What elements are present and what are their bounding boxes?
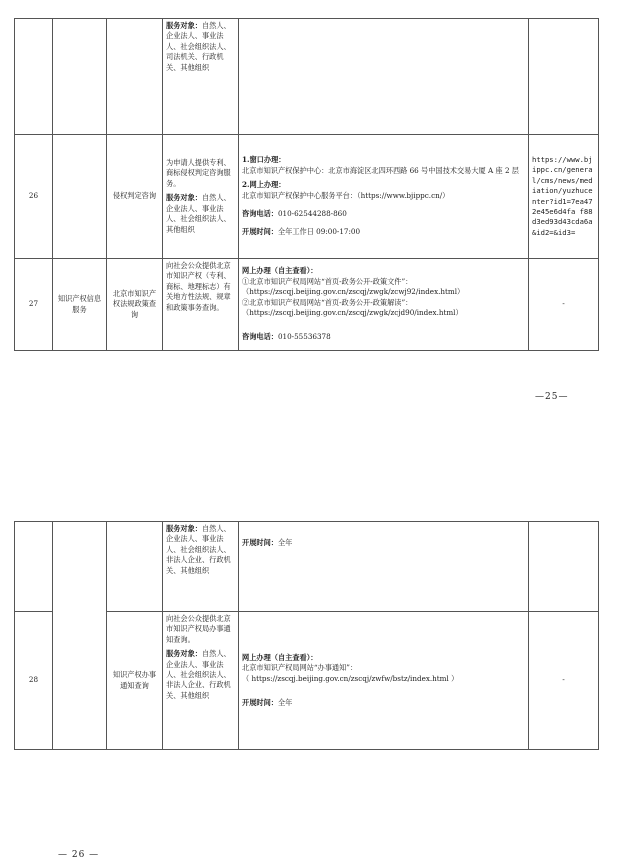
row-number-cell (15, 522, 53, 612)
service-name-cell (107, 522, 163, 612)
table-row (15, 259, 599, 351)
window-address: 北京市知识产权保护中心：北京市海淀区北四环西路 66 号中国技术交易大厦 A 座 2 层 (242, 165, 519, 175)
table-row (15, 19, 599, 135)
online-link-1[interactable]: （https://zscqj.beijing.gov.cn/zscqj/zwgk/zcwj92/index.html） (242, 287, 465, 297)
hours-label: 开展时间： (242, 697, 278, 707)
online-label: 2.网上办理： (242, 180, 286, 190)
phone-number: 010-62544288-860 (277, 208, 347, 218)
service-object-cell (163, 19, 239, 135)
page-number: —25— (535, 392, 569, 402)
hours-text: 全年工作日 09:00-17:00 (277, 227, 361, 237)
window-label: 1.窗口办理： (242, 155, 286, 165)
online-item-2: ②北京市知识产权局网站“首页-政务公开-政策解读”： (242, 297, 413, 307)
phone-label: 咨询电话： (242, 208, 278, 218)
category-cell (53, 19, 107, 135)
row-number: 28 (15, 612, 53, 750)
row-number-cell (15, 19, 53, 135)
link-cell (529, 19, 599, 135)
online-platform-link[interactable]: 北京市知识产权保护中心服务平台：（https://www.bjippc.cn/） (242, 190, 450, 200)
service-object-text: 自然人、企业法人、事业法人、社会组织法人、非法人企业、行政机关、其他组织 (166, 649, 231, 700)
service-description-cell (163, 135, 239, 259)
procedure-cell (239, 259, 529, 351)
service-name: 北京市知识产权法规政策查询 (107, 259, 163, 351)
procedure-cell (239, 135, 529, 259)
reference-link: - (529, 259, 599, 351)
hours-text: 全年 (277, 538, 293, 547)
table-row (15, 522, 599, 612)
service-object-label: 服务对象： (166, 649, 202, 659)
service-name: 侵权判定咨询 (107, 135, 163, 259)
phone-number: 010-55536378 (277, 332, 331, 342)
procedure-cell (239, 19, 529, 135)
service-object-label: 服务对象： (166, 21, 202, 30)
online-link-2[interactable]: （https://zscqj.beijing.gov.cn/zscqj/zwgk/zcjd90/index.html） (242, 307, 463, 317)
service-object-text: 自然人、企业法人、事业法人、社会组织法人、非法人企业、行政机关、其他组织 (166, 524, 231, 575)
service-name-cell (107, 19, 163, 135)
service-object-text: 自然人、企业法人、事业法人、社会组织法人、其他组织 (166, 193, 231, 234)
online-item: 北京市知识产权局网站“办事通知”： (242, 663, 358, 673)
link-cell (529, 522, 599, 612)
service-description: 为申请人提供专利、商标侵权判定咨询服务。 (166, 158, 231, 188)
reference-link: - (529, 612, 599, 750)
service-description: 向社会公众提供北京市知识产权局办事通知查询。 (166, 614, 231, 644)
service-object-label: 服务对象： (166, 524, 202, 533)
category-cell (53, 135, 107, 259)
online-label: 网上办理（自主查看）： (242, 266, 318, 276)
service-table-page-25 (14, 18, 599, 351)
service-object-label: 服务对象： (166, 193, 202, 203)
service-object-text: 自然人、企业法人、事业法人、社会组织法人、司法机关、行政机关、其他组织 (166, 21, 231, 72)
hours-label: 开展时间： (242, 538, 278, 547)
online-label: 网上办理（自主查看）： (242, 652, 318, 662)
service-description-cell (163, 612, 239, 750)
service-table-page-26 (14, 521, 599, 750)
table-row (15, 135, 599, 259)
procedure-cell (239, 612, 529, 750)
page-number: — 26 — (58, 850, 100, 860)
service-object-cell (163, 522, 239, 612)
service-name: 知识产权办事通知查询 (107, 612, 163, 750)
hours-text: 全年 (277, 697, 293, 707)
reference-link[interactable]: https://www.bjippc.cn/general/cms/news/mediation/yuzhucenter?id1=7ea472e45e6d4fa f88d3ed93d43cda6a&id2=&id3= (529, 135, 599, 259)
category-cell (53, 522, 107, 750)
online-link[interactable]: （ https://zscqj.beijing.gov.cn/zscqj/zwfw/bstz/index.html ） (242, 673, 459, 683)
hours-label: 开展时间： (242, 227, 278, 237)
phone-label: 咨询电话： (242, 332, 278, 342)
row-number: 27 (15, 259, 53, 351)
online-item-1: ①北京市知识产权局网站“首页-政务公开-政策文件”： (242, 276, 413, 286)
procedure-cell (239, 522, 529, 612)
category-name: 知识产权信息服务 (53, 259, 107, 351)
service-description: 向社会公众提供北京市知识产权（专利、商标、地理标志）有关地方性法规、规章和政策事务查询。 (163, 259, 239, 351)
row-number: 26 (15, 135, 53, 259)
